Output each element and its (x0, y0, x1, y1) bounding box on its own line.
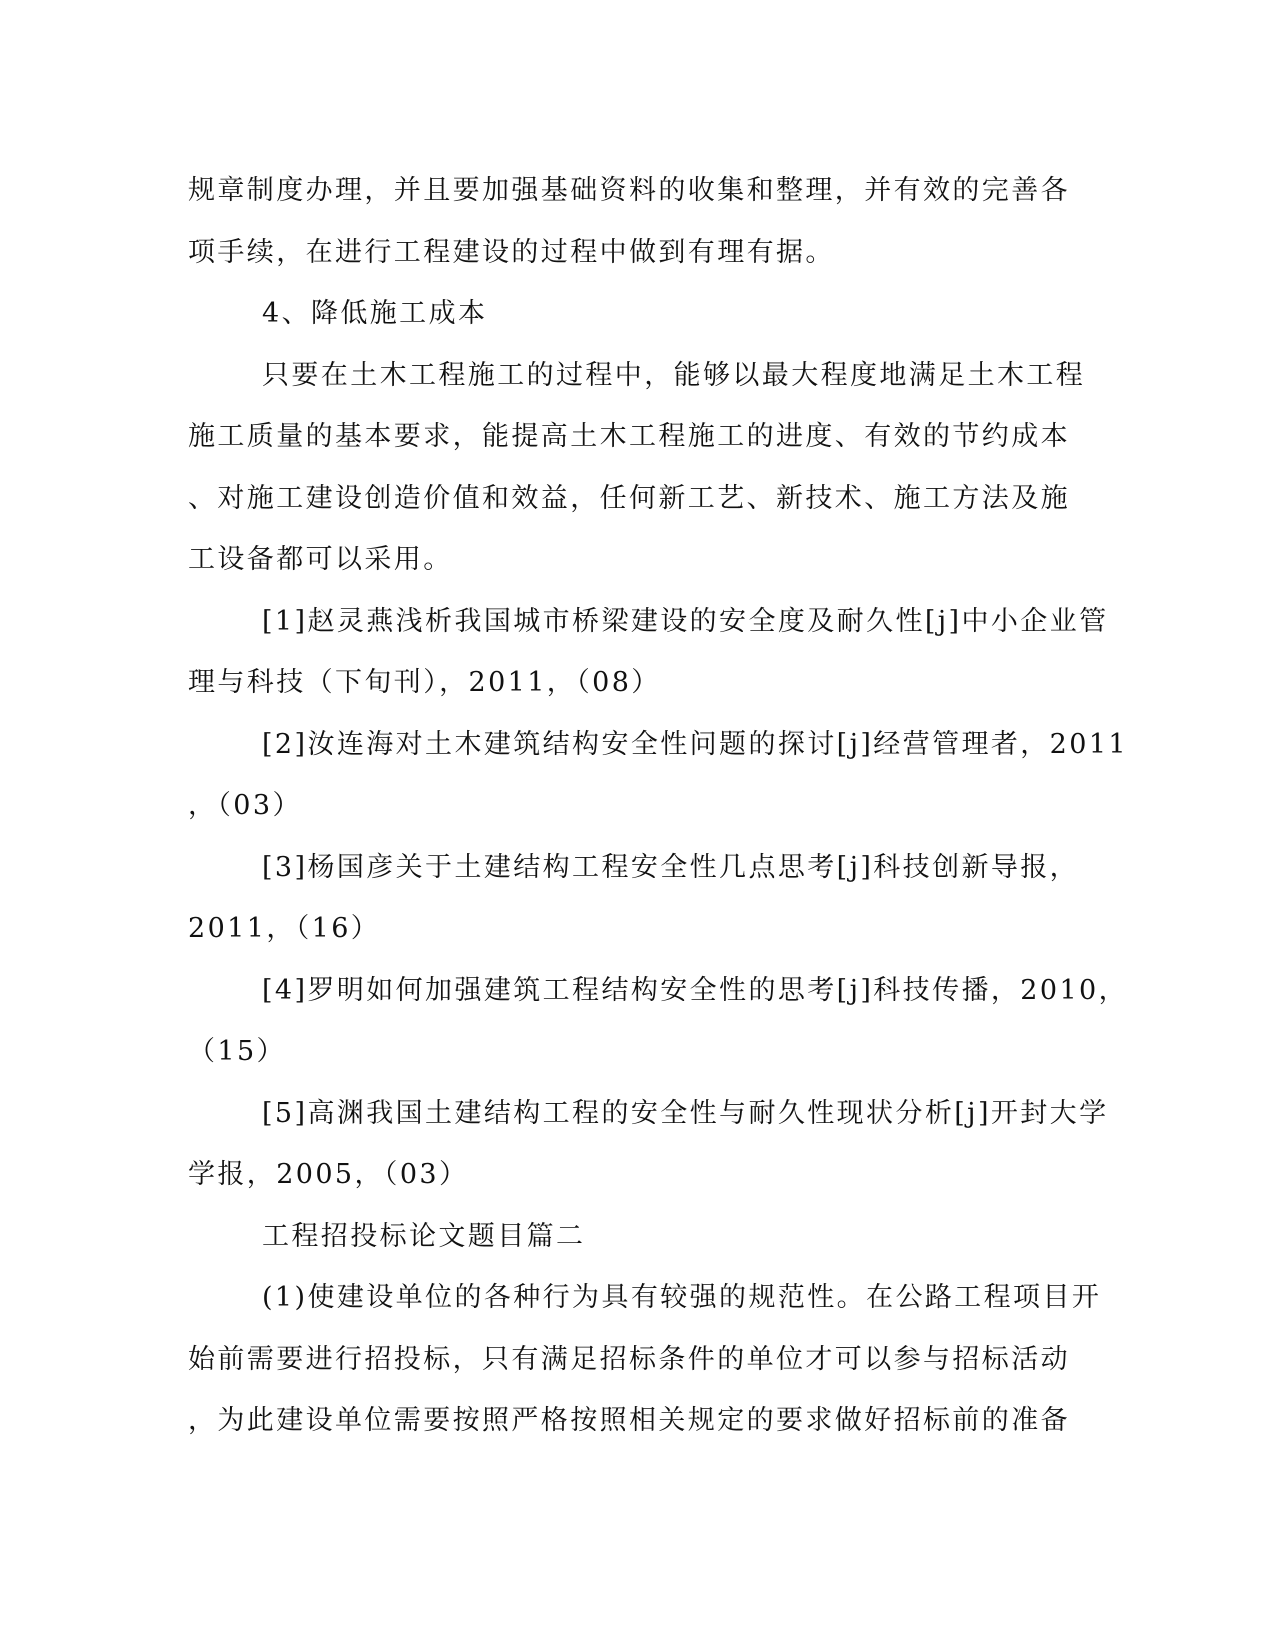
body-text (188, 160, 1128, 1452)
text-line-1: 规章制度办理，并且要加强基础资料的收集和整理，并有效的完善各 (188, 175, 1070, 206)
text-line-21: ，为此建设单位需要按照严格按照相关规定的要求做好招标前的准备 (188, 1405, 1070, 1436)
reference-3-cont: 2011，（16） (188, 913, 381, 944)
text-line-5: 施工质量的基本要求，能提高土木工程施工的进度、有效的节约成本 (188, 421, 1070, 452)
reference-1: [1]赵灵燕浅析我国城市桥梁建设的安全度及耐久性[j]中小企业管 (262, 605, 1109, 637)
reference-2-cont: ，（03） (188, 790, 302, 821)
article-title: 工程招投标论文题目篇二 (262, 1220, 586, 1252)
text-line-19: (1)使建设单位的各种行为具有较强的规范性。在公路工程项目开 (262, 1282, 1102, 1313)
text-line-4: 只要在土木工程施工的过程中，能够以最大程度地满足土木工程 (262, 359, 1086, 391)
reference-1-cont: 理与科技（下旬刊），2011，（08） (188, 667, 661, 698)
reference-2: [2]汝连海对土木建筑结构安全性问题的探讨[j]经营管理者，2011 (262, 728, 1128, 760)
reference-5-cont: 学报，2005，（03） (188, 1159, 469, 1190)
text-line-7: 工设备都可以采用。 (188, 544, 453, 575)
reference-4: [4]罗明如何加强建筑工程结构安全性的思考[j]科技传播，2010， (262, 974, 1128, 1006)
text-line-20: 始前需要进行招投标，只有满足招标条件的单位才可以参与招标活动 (188, 1343, 1070, 1375)
reference-4-cont: （15） (188, 1036, 286, 1067)
text-line-6: 、对施工建设创造价值和效益，任何新工艺、新技术、施工方法及施 (188, 482, 1070, 514)
section-heading: 4、降低施工成本 (262, 298, 488, 329)
text-line-2: 项手续，在进行工程建设的过程中做到有理有据。 (188, 236, 835, 268)
reference-5: [5]高渊我国土建结构工程的安全性与耐久性现状分析[j]开封大学 (262, 1097, 1109, 1129)
reference-3: [3]杨国彦关于土建结构工程安全性几点思考[j]科技创新导报， (262, 851, 1080, 883)
